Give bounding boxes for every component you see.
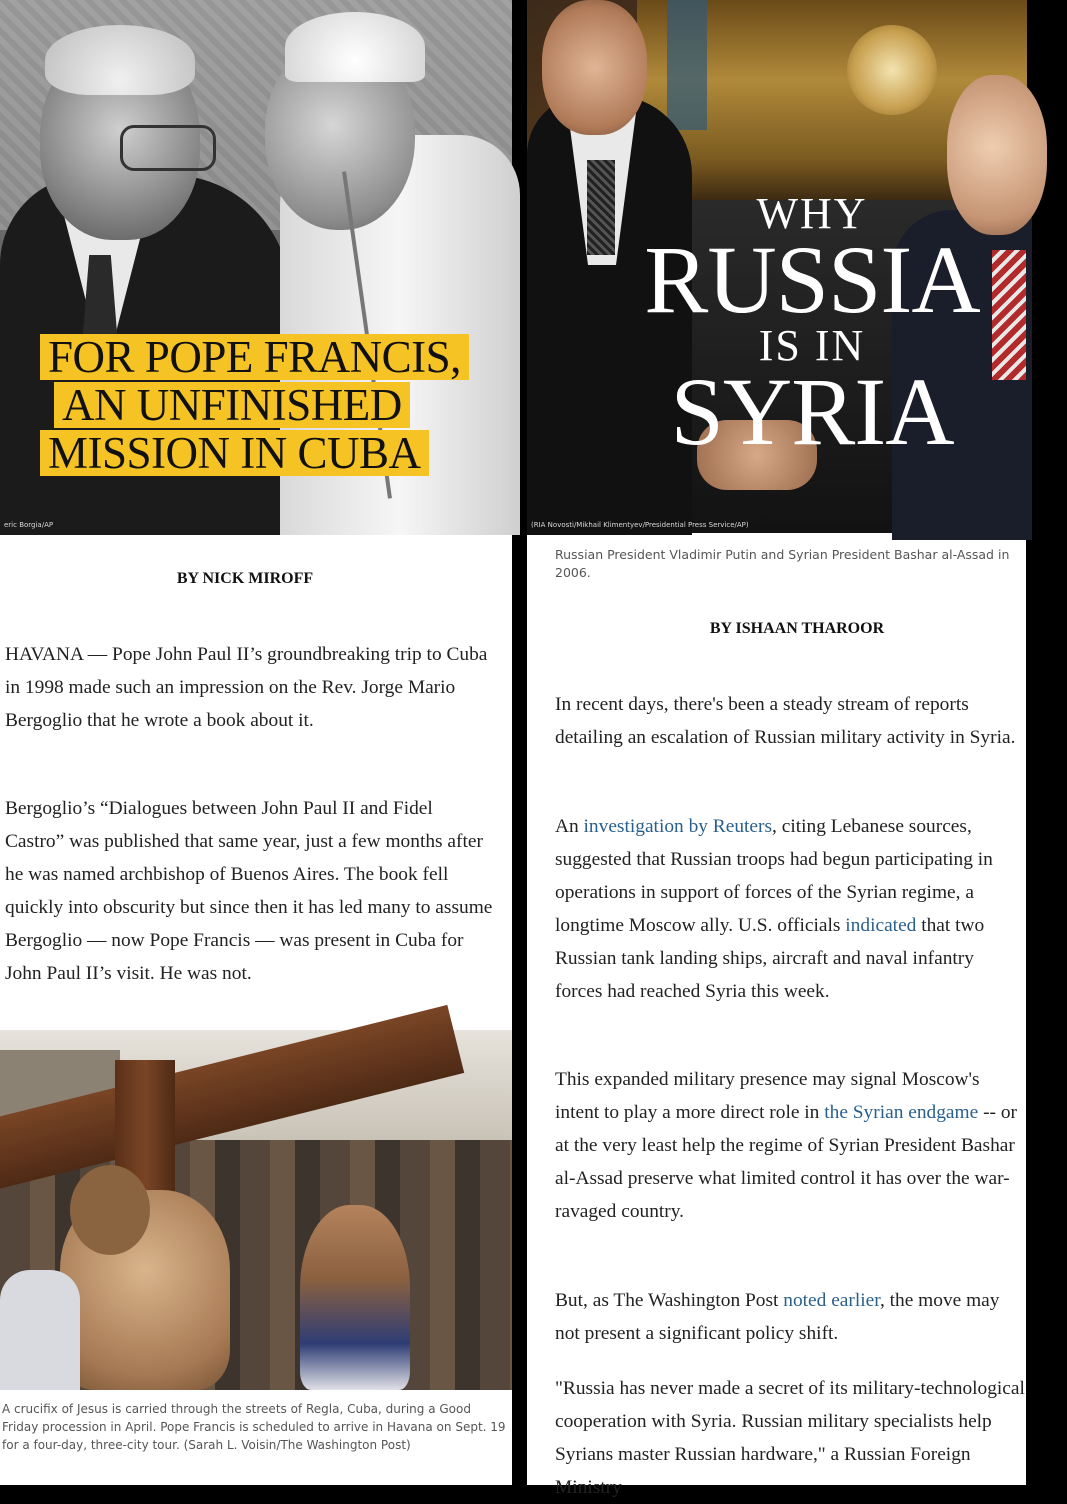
text-span: , citing Lebanese sources, suggested that Russian troops had begun participating in operations in support of forces of the Syrian regime, a longtime Moscow ally. U.S. officials [555,816,993,936]
headline-line: FOR POPE FRANCIS, [40,334,469,380]
vase [667,0,707,130]
assad-head [542,0,647,135]
text-span: that two Russian tank landing ships, aircraft and naval infantry forces had reached Syria this week. [555,915,985,1002]
castro-hair [45,25,195,95]
crucifix-procession-photo [0,1030,512,1390]
russia-headline [607,189,1017,465]
photo-credit: eric Borgia/AP [4,521,54,529]
reuters-investigation-link[interactable]: investigation by Reuters [583,816,773,837]
crucifix-head [70,1165,150,1255]
pope-article-column [0,0,512,1485]
article-paragraph [555,1063,1025,1228]
indicated-link[interactable]: indicated [845,915,917,936]
text-span: An [555,816,584,837]
article-paragraph: In recent days, there's been a steady stream of reports detailing an escalation of Russian military activity in Syria. [555,694,1016,748]
article-paragraph: Bergoglio’s “Dialogues between John Paul II and Fidel Castro” was published that same year, just a few months after he was named archbishop of Buenos Aires. The book fell quickly into obscurity but since then it has led many to assume Bergoglio — now Pope Francis — was present in Cuba for John Paul II’s visit. He was not. [5,798,493,984]
zucchetto-icon [285,12,425,82]
photo-caption: Russian President Vladimir Putin and Syrian President Bashar al-Assad in 2006. [555,547,1010,580]
headline-why: WHY [756,189,868,238]
photo-credit: (RIA Novosti/Mikhail Klimentyev/Presidential Press Service/AP) [531,521,749,529]
assad-putin-photo [527,0,1026,533]
russia-article-column [527,0,1026,1498]
headline-syria: SYRIA [670,358,954,465]
text-span: This expanded military presence may signal Moscow's intent to play a more direct role in [555,1069,980,1123]
pope-castro-photo [0,0,512,533]
text-span: , the move may not present a significant policy shift. [555,1290,1000,1344]
noted-earlier-link[interactable]: noted earlier [783,1290,880,1311]
byline: BY NICK MIROFF [176,570,314,587]
photo-caption: A crucifix of Jesus is carried through the streets of Regla, Cuba, during a Good Friday procession in April. Pope Francis is scheduled to arrive in Havana on Sept. 19 for a four-day, three-city tour. (Sarah L. Voisin/The Washington Post) [2,1402,506,1452]
article-paragraph [555,1284,1025,1350]
pope-headline [40,334,510,478]
headline-is-in: IS IN [758,321,866,370]
man-carrying-cross [300,1205,410,1390]
headline-line: MISSION IN CUBA [40,430,429,476]
clock-icon [847,25,937,115]
headline-russia: RUSSIA [644,226,980,333]
syrian-endgame-link[interactable]: the Syrian endgame [824,1102,979,1123]
glasses-icon [120,125,216,171]
bystander [0,1270,80,1390]
headline-line: AN UNFINISHED [54,382,410,428]
caption-area [0,1390,512,1485]
text-span: But, as The Washington Post [555,1290,784,1311]
article-paragraph: "Russia has never made a secret of its military-technological cooperation with Syria. Russian military specialists help Syrians master Russian hardware," a Russian Foreign Ministry [555,1378,1025,1498]
byline: BY ISHAAN THAROOR [709,620,885,637]
article-paragraph: HAVANA — Pope John Paul II’s groundbreaking trip to Cuba in 1998 made such an impression on the Rev. Jorge Mario Bergoglio that he wrote a book about it. [5,644,488,731]
text-span: -- or at the very least help the regime of Syrian President Bashar al-Assad preserve what limited control it has over the war-ravaged country. [555,1102,1017,1222]
article-paragraph [555,810,1025,1008]
